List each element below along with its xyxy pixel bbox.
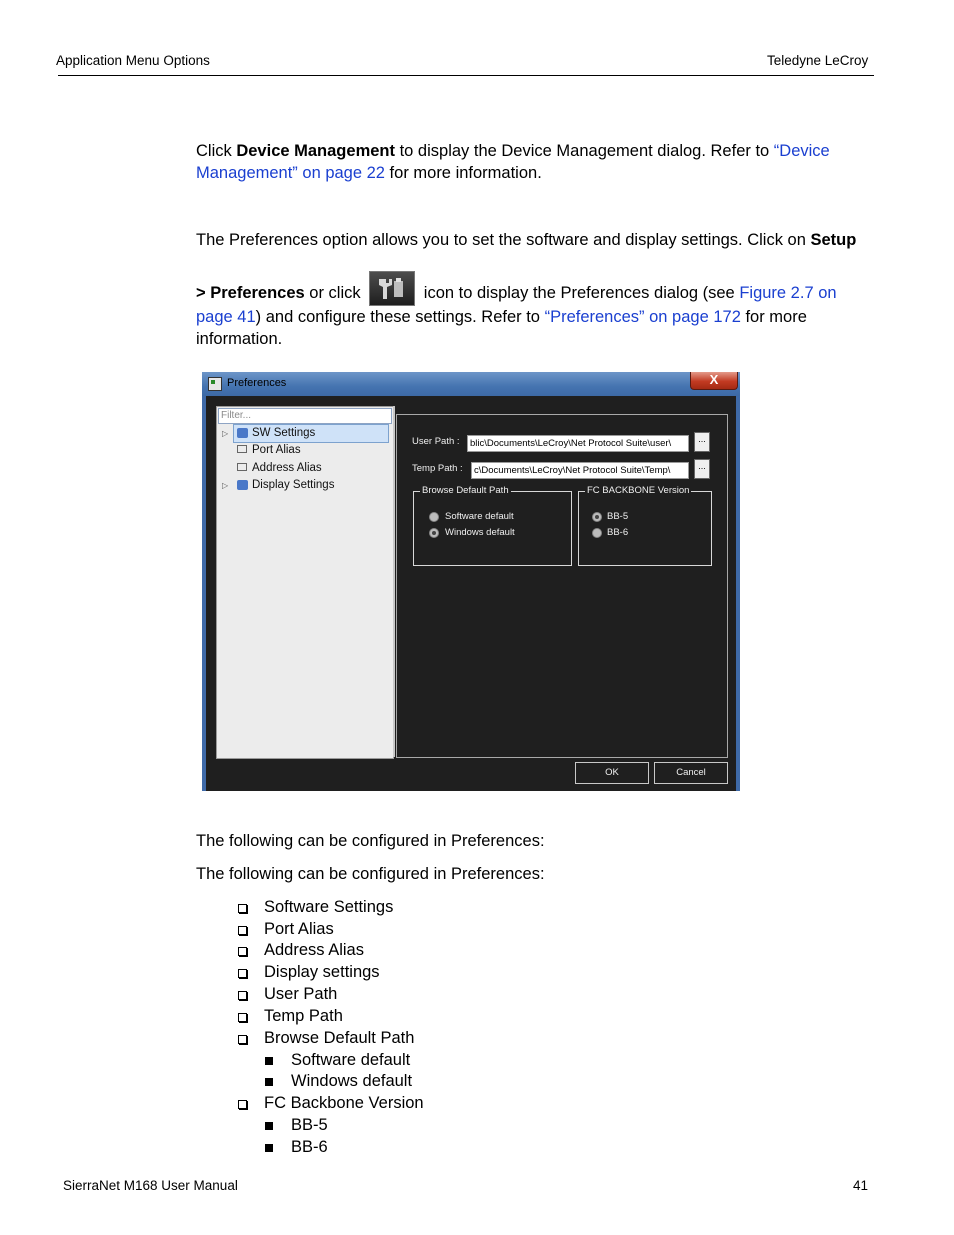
alias-icon [237,445,247,453]
device-management-link[interactable]: “Device Management” on page 22 [196,142,830,182]
checkbox-bullet-icon [238,1035,247,1044]
text-run: for more information. [384,164,542,182]
radio-label: BB-5 [607,511,629,522]
temp-path-label: Temp Path : [412,463,463,474]
user-path-input[interactable]: blic\Documents\LeCroy\Net Protocol Suite\user\ [467,435,689,452]
tree-item-sw-settings[interactable] [233,424,389,443]
preferences-paragraph [196,271,876,350]
list-item-text: BB-6 [291,1138,328,1156]
running-header-left: Application Menu Options [56,53,210,68]
temp-path-browse-button[interactable]: ... [694,459,710,479]
expand-arrow-icon[interactable]: ▷ [222,481,229,490]
user-path-browse-button[interactable]: ... [694,432,710,452]
checkbox-bullet-icon [238,991,247,1000]
checkbox-bullet-icon [238,904,247,913]
text-run: ) and configure these settings. Refer to [255,308,545,326]
pane-splitter[interactable] [393,406,395,757]
checkbox-bullet-icon [238,969,247,978]
checkbox-bullet-icon [238,926,247,935]
folder-icon [237,428,248,438]
tree-item-label: SW Settings [252,427,316,439]
window-frame-left [202,396,206,791]
figure-link[interactable]: Figure 2.7 on page 41 [196,284,837,326]
page-number: 41 [853,1178,869,1193]
list-item-text: User Path [264,985,338,1003]
square-bullet-icon [265,1057,273,1065]
list-item-text: Display settings [264,963,380,981]
square-bullet-icon [265,1144,273,1152]
radio-label: Software default [445,511,514,522]
text-run: to display the Device Management dialog. Refer to [395,142,774,160]
list-item-text: BB-5 [291,1116,328,1134]
list-item-text: Software default [291,1051,411,1069]
close-button[interactable]: X [690,372,738,390]
text-run: or click [304,284,366,302]
dialog-title: Preferences [227,377,287,389]
configurable-intro: The following can be configured in Preferences: [196,832,545,850]
tree-item-label: Display Settings [252,479,335,491]
footer-title: SierraNet M168 User Manual [63,1178,238,1193]
list-item-text: FC Backbone Version [264,1094,424,1112]
filter-input[interactable]: Filter... [218,408,392,424]
preferences-tools-icon [369,271,415,306]
configurable-intro-repeat: The following can be configured in Preferences: [196,865,545,883]
text-run: for more information. [196,308,807,348]
device-management-paragraph [196,140,876,184]
text-run: Click [196,142,237,160]
list-item-text: Port Alias [264,920,334,938]
tree-item-label: Address Alias [252,462,322,474]
header-rule [58,75,874,76]
browse-default-path-group [413,485,572,566]
radio-label: BB-6 [607,527,629,538]
square-bullet-icon [265,1078,273,1086]
radio-windows-default[interactable] [429,528,439,538]
text-run: The Preferences option allows you to set the software and display settings. Click on [196,231,811,249]
checkbox-bullet-icon [238,947,247,956]
running-header-right: Teledyne LeCroy [767,53,869,68]
group-legend: FC BACKBONE Version [587,485,690,496]
user-path-label: User Path : [412,436,460,447]
preferences-paragraph-line1 [196,229,876,251]
dialog-titlebar [202,372,740,396]
list-item-text: Windows default [291,1072,413,1090]
temp-path-input[interactable]: c\Documents\LeCroy\Net Protocol Suite\Temp\ [471,462,689,479]
settings-content-pane [396,414,728,758]
list-item-text: Software Settings [264,898,394,916]
radio-bb5[interactable] [592,512,602,522]
window-icon [208,377,222,391]
expand-arrow-icon[interactable]: ▷ [222,429,229,438]
radio-software-default[interactable] [429,512,439,522]
text-run: icon to display the Preferences dialog (see [419,284,740,302]
list-item-text: Browse Default Path [264,1029,415,1047]
checkbox-bullet-icon [238,1013,247,1022]
window-frame-right [736,396,740,791]
bold-term: Device Management [236,142,395,160]
list-item-text: Temp Path [264,1007,343,1025]
cancel-button[interactable]: Cancel [654,762,728,784]
list-item-text: Address Alias [264,941,364,959]
square-bullet-icon [265,1122,273,1130]
bold-term: Setup [810,231,857,249]
checkbox-bullet-icon [238,1100,247,1109]
preferences-link[interactable]: “Preferences” on page 172 [544,308,741,326]
radio-label: Windows default [445,527,515,538]
ok-button[interactable]: OK [575,762,649,784]
alias-icon [237,463,247,471]
fc-backbone-version-group [578,485,712,566]
radio-bb6[interactable] [592,528,602,538]
settings-tree-pane [216,406,394,759]
bold-term: > Preferences [196,284,305,302]
preferences-dialog [202,372,740,791]
group-legend: Browse Default Path [422,485,509,496]
tree-item-label: Port Alias [252,444,301,456]
folder-icon [237,480,248,490]
